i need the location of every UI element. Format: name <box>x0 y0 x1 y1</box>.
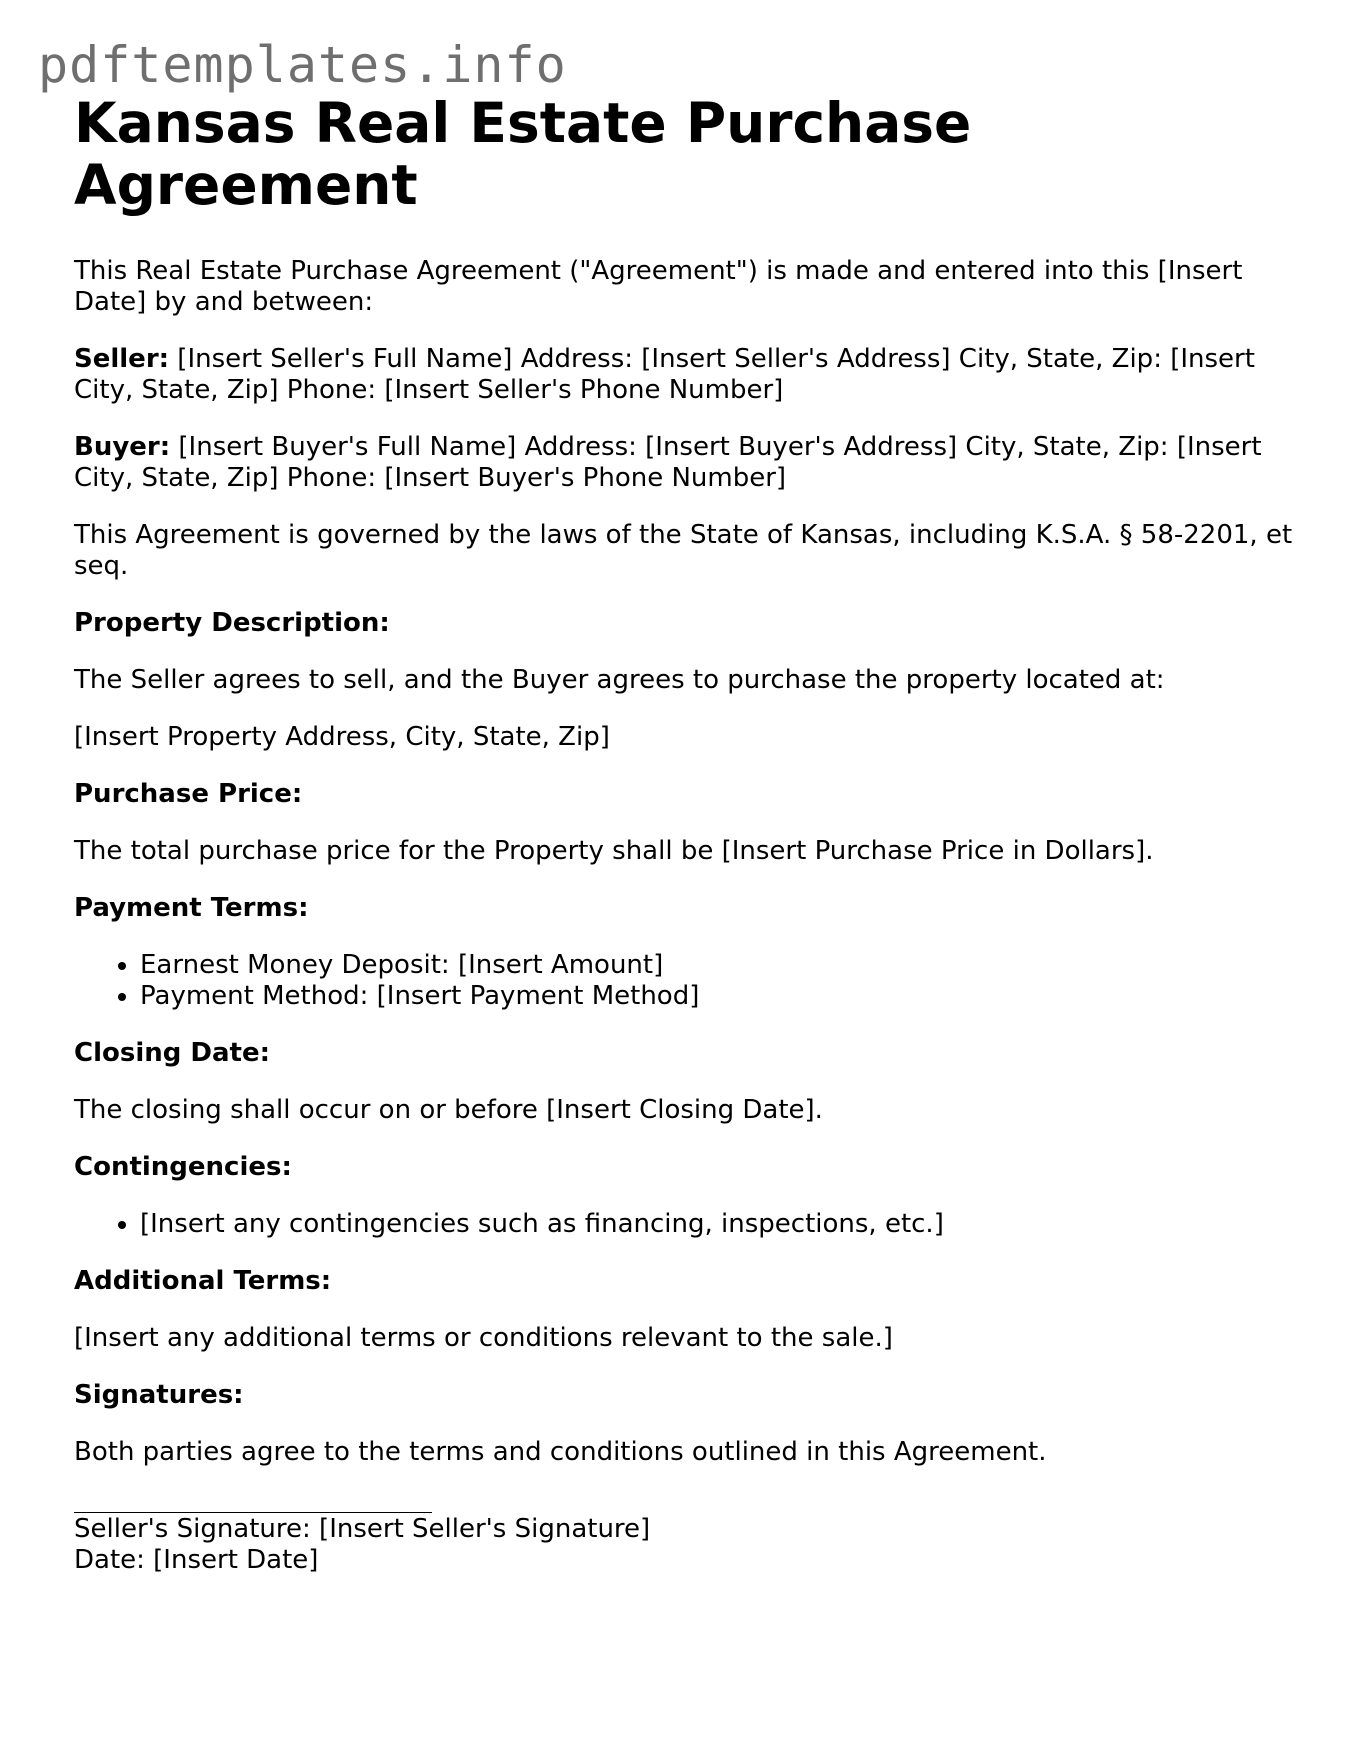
contingencies-list <box>74 1209 1294 1240</box>
seller-label: Seller: <box>74 344 170 374</box>
buyer-details: [Insert Buyer's Full Name] Address: [Insert Buyer's Address] City, State, Zip: [Insert City, State, Zip] Phone: [Insert Buyer's Phone Number] <box>74 432 1262 493</box>
signature-line <box>74 1512 432 1513</box>
signatures-text: Both parties agree to the terms and conditions outlined in this Agreement. <box>74 1437 1047 1467</box>
closing-text: The closing shall occur on or before [Insert Closing Date]. <box>74 1095 823 1125</box>
watermark: pdftemplates.info <box>38 36 567 94</box>
seller-paragraph <box>74 344 1294 406</box>
buyer-paragraph <box>74 432 1294 494</box>
signature-date-label: Date: [Insert Date] <box>74 1545 319 1575</box>
list-item: • Payment Method: [Insert Payment Method] <box>140 981 1294 1012</box>
document-title: Kansas Real Estate Purchase Agreement <box>74 91 972 217</box>
payment-list <box>74 950 1294 1012</box>
contingencies-heading: Contingencies: <box>74 1152 292 1182</box>
seller-details: [Insert Seller's Full Name] Address: [Insert Seller's Address] City, State, Zip: [Insert City, State, Zip] Phone: [Insert Seller's Phone Number] <box>74 344 1255 405</box>
seller-signature-block <box>74 1512 1294 1576</box>
additional-terms-text: [Insert any additional terms or conditions relevant to the sale.] <box>74 1323 893 1353</box>
signatures-heading: Signatures: <box>74 1380 244 1410</box>
intro-paragraph: This Real Estate Purchase Agreement ("Agreement") is made and entered into this [Insert Date] by and between: <box>74 256 1243 317</box>
list-item: • [Insert any contingencies such as financing, inspections, etc.] <box>140 1209 1294 1240</box>
buyer-label: Buyer: <box>74 432 171 462</box>
closing-heading: Closing Date: <box>74 1038 271 1068</box>
payment-heading: Payment Terms: <box>74 893 309 923</box>
seller-signature-label: Seller's Signature: [Insert Seller's Signature] <box>74 1514 651 1544</box>
property-heading: Property Description: <box>74 608 390 638</box>
property-address: [Insert Property Address, City, State, Zip] <box>74 722 610 752</box>
additional-terms-heading: Additional Terms: <box>74 1266 332 1296</box>
price-text: The total purchase price for the Property shall be [Insert Purchase Price in Dollars]. <box>74 836 1154 866</box>
property-text: The Seller agrees to sell, and the Buyer agrees to purchase the property located at: <box>74 665 1165 695</box>
list-item: • Earnest Money Deposit: [Insert Amount] <box>140 950 1294 981</box>
price-heading: Purchase Price: <box>74 779 303 809</box>
governing-law-paragraph: This Agreement is governed by the laws of the State of Kansas, including K.S.A. § 58-2201, et seq. <box>74 520 1293 581</box>
document <box>74 92 1294 1576</box>
